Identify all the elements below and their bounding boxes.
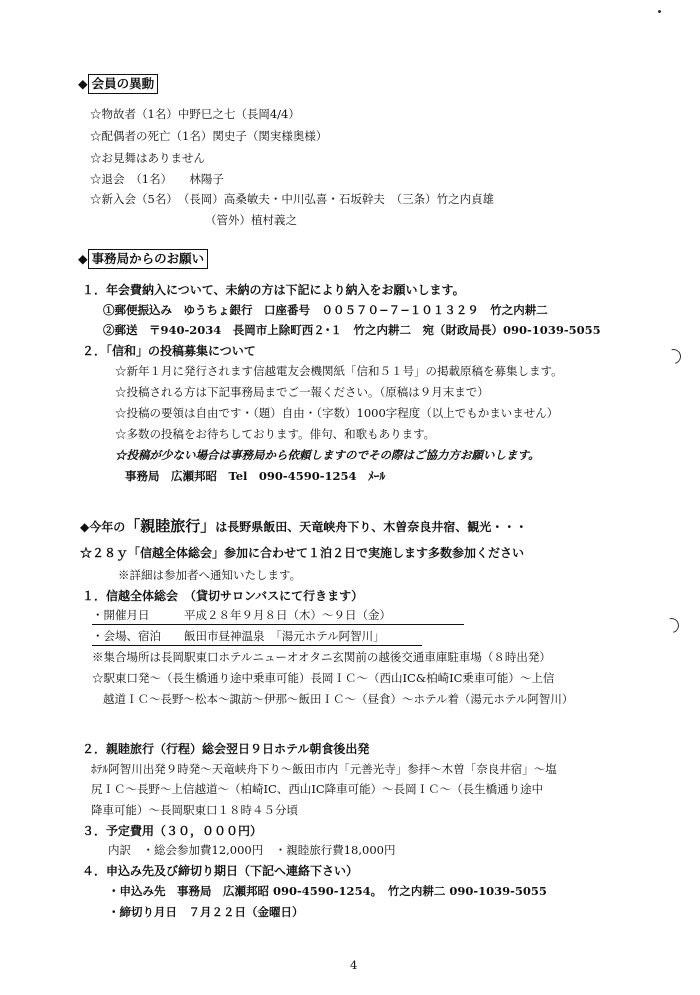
trip-line: 越道ＩＣ〜長野〜松本〜諏訪〜伊那〜飯田ＩＣ〜（昼食）〜ホテル着（湯元ホテル阿智川） [103,692,574,706]
heading-diamond: ◆ [78,76,88,91]
scan-dot [658,10,661,13]
trip-line: ・申込み先 事務局 広瀬邦昭 090-4590-1254。 竹之内耕二 090-1039-5055 [108,884,547,898]
date-underline [92,624,464,625]
trip-line: 降車可能）〜長岡駅東口１８時４５分頃 [91,803,298,817]
binder-hole-mark [663,346,683,366]
trip-item-title: ４．申込み先及び締切り期日（下記へ連絡下さい） [82,864,359,878]
trip-line: 内訳 ・総会参加費12,000円 ・親睦旅行費18,000円 [108,843,396,857]
section-heading-membership [78,78,158,91]
heading-label: 事務局からのお願い [88,249,209,269]
trip-heading-main: 「親睦旅行」 [125,517,216,535]
binder-hole-mark [661,615,681,635]
page-number: 4 [350,958,358,972]
section-heading-office [78,253,208,266]
membership-line: ☆物故者（1名）中野巳之七（長岡4/4） [90,107,300,121]
office-contact: 事務局 広瀬邦昭 Tel 090-4590-1254 ﾒｰﾙ [125,469,386,483]
trip-line: ※集合場所は長岡駅東口ホテルニューオオタニ玄関前の越後交通車庫駐車場（８時出発） [92,650,551,664]
venue-underline [92,645,422,646]
trip-line: ﾎﾃﾙ阿智川出発９時発〜天竜峡舟下り〜飯田市内「元善光寺」参拝〜木曽「奈良井宿」〜塩 [91,762,557,776]
membership-line: ☆退会 （1名） 林陽子 [90,172,224,186]
office-line: ☆多数の投稿をお待ちしております。俳句、和歌もあります。 [115,427,436,441]
trip-item-title: ３．予定費用（３０，０００円） [82,824,263,838]
membership-line: ☆お見舞はありません [90,151,205,165]
office-line: ①郵便振込み ゆうちょ銀行 口座番号 ００５７０−７−１０１３２９ 竹之内耕二 [103,303,548,317]
membership-line: （管外）植村義之 [205,213,297,227]
membership-line: ☆新入会（5名） （長岡）高桑敏夫・中川弘喜・石坂幹夫 （三条）竹之内貞雄 [90,192,495,206]
trip-note: ※詳細は参加者へ通知いたします。 [118,568,302,582]
office-item-title: ２．「信和」の投稿募集について [82,344,256,358]
office-line: ☆新年１月に発行されます信越電友会機関紙「信和５１号」の掲載原稿を募集します。 [115,364,563,378]
trip-line: ・締切り月日 ７月２２日（金曜日） [108,905,304,919]
trip-line: ☆２８ｙ「信越全体総会」参加に合わせて１泊２日で実施します多数参加ください [80,546,525,560]
office-line: ②郵送 〒940-2034 長岡市上除町西２･１ 竹之内耕二 宛（財政局長）090-1039-5055 [103,323,601,337]
heading-diamond: ◆ [78,251,88,266]
trip-heading-post: は長野県飯田、天竜峡舟下り、木曽奈良井宿、観光・・・ [215,520,528,534]
office-line-emphasis: ☆投稿が少ない場合は事務局から依頼しますのでその際はご協力方お願いします。 [115,448,540,462]
trip-detail-venue: ・会場、宿泊 飯田市昼神温泉 「湯元ホテル阿智川」 [92,629,385,643]
membership-line: ☆配偶者の死亡（1名）関史子（関実様奥様） [90,129,328,143]
trip-item-title: ２．親睦旅行（行程）総会翌日９日ホテル朝食後出発 [82,742,370,756]
trip-line: ☆駅東口発〜（長生橋通り途中乗車可能）長岡ＩＣ〜（西山IC&柏崎IC乗車可能）〜上信 [92,671,555,685]
section-heading-trip [80,519,527,534]
trip-heading-pre: ◆今年の [80,520,126,534]
heading-label: 会員の異動 [88,74,159,94]
office-item-title: １．年会費納入について、未納の方は下記により納入をお願いします。 [82,283,465,297]
office-line: ☆投稿の要領は自由です・（題）自由・（字数）1000字程度（以上でもかまいません） [115,406,559,420]
trip-line: 尻ＩＣ〜長野〜上信越道〜（柏崎IC、西山IC降車可能）〜長岡ＩＣ〜（長生橋通り途中 [91,782,544,796]
trip-item-title: １．信越全体総会 （貸切サロンバスにて行きます） [82,589,364,603]
trip-detail-date: ・開催月日 平成２８年９月８日（木）〜９日（金） [92,608,391,622]
office-line: ☆投稿される方は下記事務局までご一報ください。（原稿は９月末まで） [115,385,489,399]
